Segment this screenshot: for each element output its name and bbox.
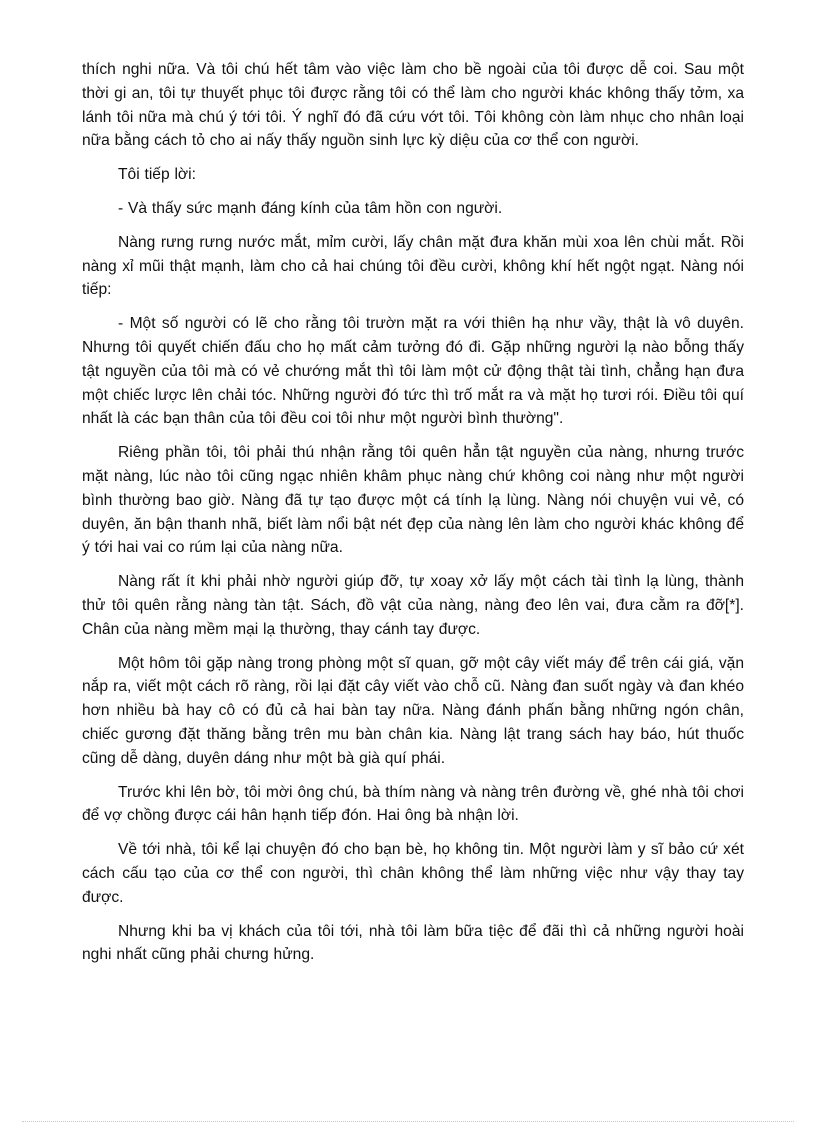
document-page [82, 58, 744, 977]
paragraph-6: Riêng phần tôi, tôi phải thú nhận rằng tôi quên hẳn tật nguyền của nàng, nhưng trước mặt nàng, lúc nào tôi cũng ngạc nhiên khâm phục nàng chứ không coi nàng như một người bình thường bao giờ. Nàng đã tự tạo được một cá tính lạ lùng. Nàng nói chuyện vui vẻ, có duyên, ăn bận thanh nhã, biết làm nổi bật nét đẹp của nàng lên làm cho người khác không để ý tới hai vai co rúm lại của nàng nữa. [82, 444, 744, 557]
paragraph-10: Về tới nhà, tôi kể lại chuyện đó cho bạn bè, họ không tin. Một người làm y sĩ bảo cứ xét cách cấu tạo của cơ thể con người, thì chân không thể làm những việc như vậy thay tay được. [82, 841, 744, 906]
paragraph-5: - Một số người có lẽ cho rằng tôi trườn mặt ra với thiên hạ như vầy, thật là vô duyên. Nhưng tôi quyết chiến đấu cho họ mất cảm tưởng đó đi. Gặp những người lạ nào bỗng thấy tật nguyền của tôi mà có vẻ chướng mắt thì tôi làm một cử động thật tài tình, chẳng hạn đưa một chiếc lược lên chải tóc. Những người đó tức thì trố mắt ra và mặt họ tươi rói. Điều tôi quí nhất là các bạn thân của tôi đều coi tôi như một người bình thường". [82, 315, 744, 428]
paragraph-9: Trước khi lên bờ, tôi mời ông chú, bà thím nàng và nàng trên đường về, ghé nhà tôi chơi để vợ chồng được cái hân hạnh tiếp đón. Hai ông bà nhận lời. [82, 783, 744, 825]
paragraph-3: - Và thấy sức mạnh đáng kính của tâm hồn con người. [118, 199, 503, 217]
footer-dotted-rule [22, 1121, 794, 1122]
paragraph-4: Nàng rưng rưng nước mắt, mỉm cười, lấy chân mặt đưa khăn mùi xoa lên chùi mắt. Rồi nàng xỉ mũi thật mạnh, làm cho cả hai chúng tôi đều cười, không khí hết ngột ngạt. Nàng nói tiếp: [82, 233, 744, 299]
paragraph-11: Nhưng khi ba vị khách của tôi tới, nhà tôi làm bữa tiệc để đãi thì cả những người hoài nghi nhất cũng phải chưng hửng. [82, 922, 744, 964]
paragraph-2: Tôi tiếp lời: [118, 166, 196, 184]
paragraph-1: thích nghi nữa. Và tôi chú hết tâm vào việc làm cho bề ngoài của tôi được dễ coi. Sau một thời gi an, tôi tự thuyết phục tôi được rằng tôi có thể làm cho người khác không thấy tởm, xa lánh tôi nữa mà chú ý tới tôi. Ý nghĩ đó đã cứu vớt tôi. Tôi không còn làm nhục cho nhân loại nữa bằng cách tỏ cho ai nấy thấy nguồn sinh lực kỳ diệu của cơ thể con người. [82, 61, 744, 150]
paragraph-8: Một hôm tôi gặp nàng trong phòng một sĩ quan, gỡ một cây viết máy để trên cái giá, vặn nắp ra, viết một cách rõ ràng, rồi lại đặt cây viết vào chỗ cũ. Nàng đan suốt ngày và đan khéo hơn nhiều bà hay cô có đủ cả hai bàn tay nữa. Nàng đánh phấn bằng những ngón chân, chiếc gương đặt thăng bằng trên mu bàn chân kia. Nàng lật trang sách hay báo, hút thuốc cũng dễ dàng, duyên dáng như một bà già quí phái. [82, 654, 744, 767]
paragraph-7: Nàng rất ít khi phải nhờ người giúp đỡ, tự xoay xở lấy một cách tài tình lạ lùng, thành thử tôi quên rằng nàng tàn tật. Sách, đồ vật của nàng, nàng đeo lên vai, đưa cằm ra đỡ[*]. Chân của nàng mềm mại lạ thường, thay cánh tay được. [82, 573, 744, 638]
